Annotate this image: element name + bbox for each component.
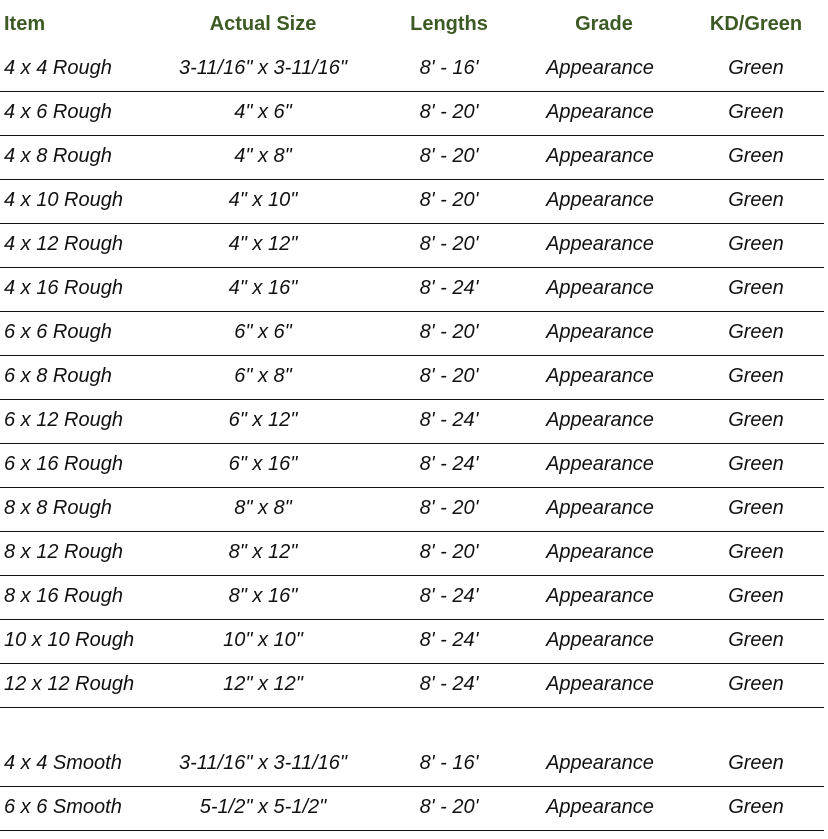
table-row: [0, 664, 824, 708]
table-row: [0, 620, 824, 664]
cell-kd-green: Green: [728, 101, 784, 123]
cell-lengths: 8' - 20': [419, 101, 479, 123]
cell-actual-size: 4" x 6": [234, 101, 292, 123]
cell-kd-green: Green: [728, 796, 784, 818]
cell-item: 4 x 10 Rough: [4, 189, 123, 211]
cell-actual-size: 8" x 16": [228, 585, 298, 607]
cell-grade: Appearance: [546, 453, 654, 475]
cell-actual-size: 8" x 12": [228, 541, 298, 563]
cell-kd-green: Green: [728, 189, 784, 211]
cell-grade: Appearance: [546, 752, 654, 774]
cell-lengths: 8' - 20': [419, 497, 479, 519]
cell-grade: Appearance: [546, 101, 654, 123]
cell-lengths: 8' - 20': [419, 365, 479, 387]
cell-actual-size: 4" x 8": [234, 145, 292, 167]
table-row: [0, 400, 824, 444]
cell-grade: Appearance: [546, 365, 654, 387]
cell-lengths: 8' - 20': [419, 541, 479, 563]
cell-actual-size: 6" x 16": [228, 453, 298, 475]
cell-item: 6 x 8 Rough: [4, 365, 112, 387]
cell-item: 12 x 12 Rough: [4, 673, 135, 695]
cell-kd-green: Green: [728, 233, 784, 255]
cell-grade: Appearance: [546, 409, 654, 431]
table-row: [0, 576, 824, 620]
table-row: [0, 743, 824, 787]
cell-lengths: 8' - 20': [419, 145, 479, 167]
cell-actual-size: 3-11/16" x 3-11/16": [178, 57, 347, 79]
cell-item: 8 x 16 Rough: [4, 585, 123, 607]
cell-actual-size: 4" x 10": [228, 189, 298, 211]
cell-grade: Appearance: [546, 497, 654, 519]
table-row: [0, 92, 824, 136]
cell-actual-size: 6" x 12": [228, 409, 298, 431]
cell-actual-size: 12" x 12": [223, 673, 303, 695]
cell-actual-size: 4" x 16": [228, 277, 298, 299]
cell-grade: Appearance: [546, 629, 654, 651]
table-header: [0, 0, 824, 48]
cell-kd-green: Green: [728, 277, 784, 299]
cell-kd-green: Green: [728, 541, 784, 563]
cell-actual-size: 10" x 10": [223, 629, 303, 651]
cell-lengths: 8' - 24': [419, 453, 479, 475]
header-item: Item: [4, 13, 46, 35]
table-row: [0, 224, 824, 268]
cell-item: 4 x 8 Rough: [4, 145, 112, 167]
cell-lengths: 8' - 24': [419, 585, 479, 607]
cell-grade: Appearance: [546, 233, 654, 255]
cell-grade: Appearance: [546, 585, 654, 607]
cell-item: 4 x 16 Rough: [4, 277, 123, 299]
cell-actual-size: 4" x 12": [228, 233, 298, 255]
table-row: [0, 312, 824, 356]
table-row: [0, 136, 824, 180]
cell-kd-green: Green: [728, 453, 784, 475]
cell-grade: Appearance: [546, 57, 654, 79]
cell-item: 4 x 4 Rough: [4, 57, 112, 79]
cell-item: 6 x 6 Smooth: [4, 796, 122, 818]
cell-kd-green: Green: [728, 673, 784, 695]
table-row: [0, 356, 824, 400]
cell-grade: Appearance: [546, 277, 654, 299]
smooth-section: [0, 743, 824, 831]
cell-grade: Appearance: [546, 796, 654, 818]
cell-lengths: 8' - 20': [419, 233, 479, 255]
cell-lengths: 8' - 16': [419, 57, 479, 79]
cell-item: 10 x 10 Rough: [4, 629, 135, 651]
cell-kd-green: Green: [728, 629, 784, 651]
table-row: [0, 488, 824, 532]
cell-item: 4 x 12 Rough: [4, 233, 123, 255]
cell-lengths: 8' - 24': [419, 629, 479, 651]
cell-kd-green: Green: [728, 585, 784, 607]
cell-actual-size: 5-1/2" x 5-1/2": [199, 796, 327, 818]
header-actual-size: Actual Size: [209, 13, 317, 35]
cell-item: 8 x 8 Rough: [4, 497, 112, 519]
cell-lengths: 8' - 20': [419, 796, 479, 818]
cell-kd-green: Green: [728, 57, 784, 79]
cell-item: 8 x 12 Rough: [4, 541, 123, 563]
cell-kd-green: Green: [728, 497, 784, 519]
cell-kd-green: Green: [728, 321, 784, 343]
cell-lengths: 8' - 24': [419, 673, 479, 695]
cell-kd-green: Green: [728, 752, 784, 774]
cell-actual-size: 3-11/16" x 3-11/16": [178, 752, 347, 774]
cell-item: 4 x 6 Rough: [4, 101, 112, 123]
cell-grade: Appearance: [546, 189, 654, 211]
rough-section: [0, 48, 824, 708]
cell-lengths: 8' - 20': [419, 321, 479, 343]
cell-actual-size: 8" x 8": [234, 497, 292, 519]
table-row: [0, 444, 824, 488]
cell-lengths: 8' - 24': [419, 277, 479, 299]
cell-item: 6 x 6 Rough: [4, 321, 112, 343]
cell-actual-size: 6" x 6": [234, 321, 292, 343]
cell-actual-size: 6" x 8": [234, 365, 292, 387]
cell-grade: Appearance: [546, 145, 654, 167]
header-grade: Grade: [575, 13, 633, 35]
cell-item: 6 x 12 Rough: [4, 409, 123, 431]
cell-grade: Appearance: [546, 541, 654, 563]
cell-lengths: 8' - 20': [419, 189, 479, 211]
table-row: [0, 180, 824, 224]
table-row: [0, 532, 824, 576]
cell-grade: Appearance: [546, 673, 654, 695]
cell-lengths: 8' - 24': [419, 409, 479, 431]
cell-item: 6 x 16 Rough: [4, 453, 123, 475]
header-kd-green: KD/Green: [709, 13, 803, 35]
cell-lengths: 8' - 16': [419, 752, 479, 774]
cell-item: 4 x 4 Smooth: [4, 752, 122, 774]
cell-kd-green: Green: [728, 145, 784, 167]
table-row: [0, 48, 824, 92]
table-row: [0, 268, 824, 312]
table-row: [0, 787, 824, 831]
header-lengths: Lengths: [410, 13, 488, 35]
section-gap: [0, 708, 824, 743]
cell-grade: Appearance: [546, 321, 654, 343]
cell-kd-green: Green: [728, 409, 784, 431]
cell-kd-green: Green: [728, 365, 784, 387]
